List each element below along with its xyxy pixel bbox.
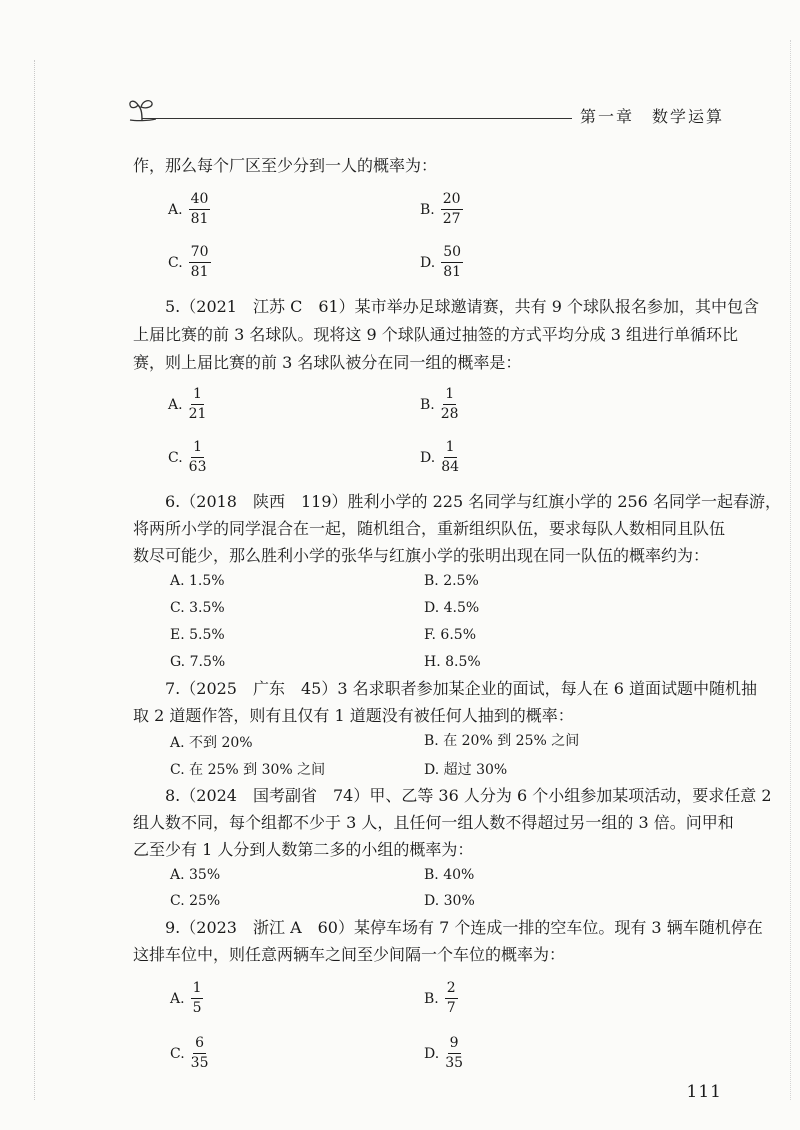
q5-option-c: C. $\frac{1}{63}$ (168, 439, 207, 475)
fraction: $\frac{1}{63}$ (188, 439, 207, 475)
q9-stem-line-2: 这排车位中，则任意两辆车之间至少间隔一个车位的概率为： (133, 945, 566, 964)
q6-option-f: F. 6.5% (424, 627, 477, 643)
q4-option-c: C. $\frac{70}{81}$ (168, 244, 209, 280)
q6-option-g: G. 7.5% (170, 654, 226, 670)
q5-stem-line-1: 5.（2021 江苏 C 61）某市举办足球邀请赛，共有 9 个球队报名参加，其中包含 (165, 297, 760, 316)
q6-option-c: C. 3.5% (170, 600, 225, 616)
q5-option-a: A. $\frac{1}{21}$ (168, 386, 207, 422)
q7-option-b: B. 在 20% 到 25% 之间 (424, 733, 580, 749)
q9-option-c: C. $\frac{6}{35}$ (170, 1035, 209, 1071)
q7-stem-line-2: 取 2 道题作答，则有且仅有 1 道题没有被任何人抽到的概率： (133, 706, 574, 725)
fraction: $\frac{6}{35}$ (190, 1035, 209, 1071)
fraction: $\frac{20}{27}$ (442, 191, 461, 227)
fraction: $\frac{1}{84}$ (441, 439, 460, 475)
q9-stem-line-1: 9.（2023 浙江 A 60）某停车场有 7 个连成一排的空车位。现有 3 辆车随机停在 (165, 918, 763, 937)
q6-option-h: H. 8.5% (424, 654, 481, 670)
scan-edge-right (790, 40, 792, 1100)
q6-option-b: B. 2.5% (424, 573, 479, 589)
q4-option-d: D. $\frac{50}{81}$ (420, 244, 462, 280)
q6-stem-line-2: 将两所小学的同学混合在一起，随机组合，重新组织队伍，要求每队人数相同且队伍 (133, 519, 726, 538)
chapter-title: 第一章 数学运算 (580, 107, 725, 126)
q5-option-d: D. $\frac{1}{84}$ (420, 439, 460, 475)
q7-option-c: C. 在 25% 到 30% 之间 (170, 762, 326, 778)
q4-option-a: A. $\frac{40}{81}$ (168, 191, 209, 227)
q6-stem-line-1: 6.（2018 陕西 119）胜利小学的 225 名同学与红旗小学的 256 名同学一起春游， (165, 492, 781, 511)
header-rule (142, 118, 572, 119)
scan-edge-left (34, 60, 36, 1100)
q6-option-a: A. 1.5% (170, 573, 225, 589)
q8-option-c: C. 25% (170, 893, 221, 909)
fraction: $\frac{40}{81}$ (190, 191, 209, 227)
page-header (128, 96, 728, 136)
q8-option-a: A. 35% (170, 867, 221, 883)
q5-stem-line-2: 上届比赛的前 3 名球队。现将这 9 个球队通过抽签的方式平均分成 3 组进行单循环比 (133, 325, 739, 344)
fraction: $\frac{2}{7}$ (446, 980, 456, 1016)
q4-option-b: B. $\frac{20}{27}$ (420, 191, 461, 227)
q8-stem-line-1: 8.（2024 国考副省 74）甲、乙等 36 人分为 6 个小组参加某项活动，要求任意 2 (165, 786, 772, 805)
q8-option-b: B. 40% (424, 867, 475, 883)
fraction: $\frac{1}{5}$ (192, 980, 202, 1016)
fraction: $\frac{1}{21}$ (188, 386, 207, 422)
fraction: $\frac{9}{35}$ (445, 1035, 464, 1071)
fraction: $\frac{1}{28}$ (440, 386, 459, 422)
q6-stem-line-3: 数尽可能少，那么胜利小学的张华与红旗小学的张明出现在同一队伍的概率约为： (133, 546, 710, 565)
q7-stem-line-1: 7.（2025 广东 45）3 名求职者参加某企业的面试，每人在 6 道面试题中随机抽 (165, 679, 757, 698)
q9-option-d: D. $\frac{9}{35}$ (424, 1035, 464, 1071)
q8-stem-line-3: 乙至少有 1 人分到人数第二多的小组的概率为： (133, 840, 474, 859)
fraction: $\frac{70}{81}$ (190, 244, 209, 280)
page-number: 111 (686, 1082, 722, 1102)
q7-option-a: A. 不到 20% (170, 735, 253, 751)
q7-option-d: D. 超过 30% (424, 762, 508, 778)
q6-option-d: D. 4.5% (424, 600, 480, 616)
q6-option-e: E. 5.5% (170, 627, 225, 643)
q8-stem-line-2: 组人数不同，每个组都不少于 3 人，且任何一组人数不得超过另一组的 3 倍。问甲和 (133, 813, 734, 832)
q9-option-b: B. $\frac{2}{7}$ (424, 980, 456, 1016)
q9-option-a: A. $\frac{1}{5}$ (170, 980, 202, 1016)
q5-option-b: B. $\frac{1}{28}$ (420, 386, 459, 422)
q8-option-d: D. 30% (424, 893, 475, 909)
q4-stem-tail: 作，那么每个厂区至少分到一人的概率为： (133, 156, 438, 175)
q5-stem-line-3: 赛，则上届比赛的前 3 名球队被分在同一组的概率是： (133, 353, 522, 372)
fraction: $\frac{50}{81}$ (443, 244, 462, 280)
